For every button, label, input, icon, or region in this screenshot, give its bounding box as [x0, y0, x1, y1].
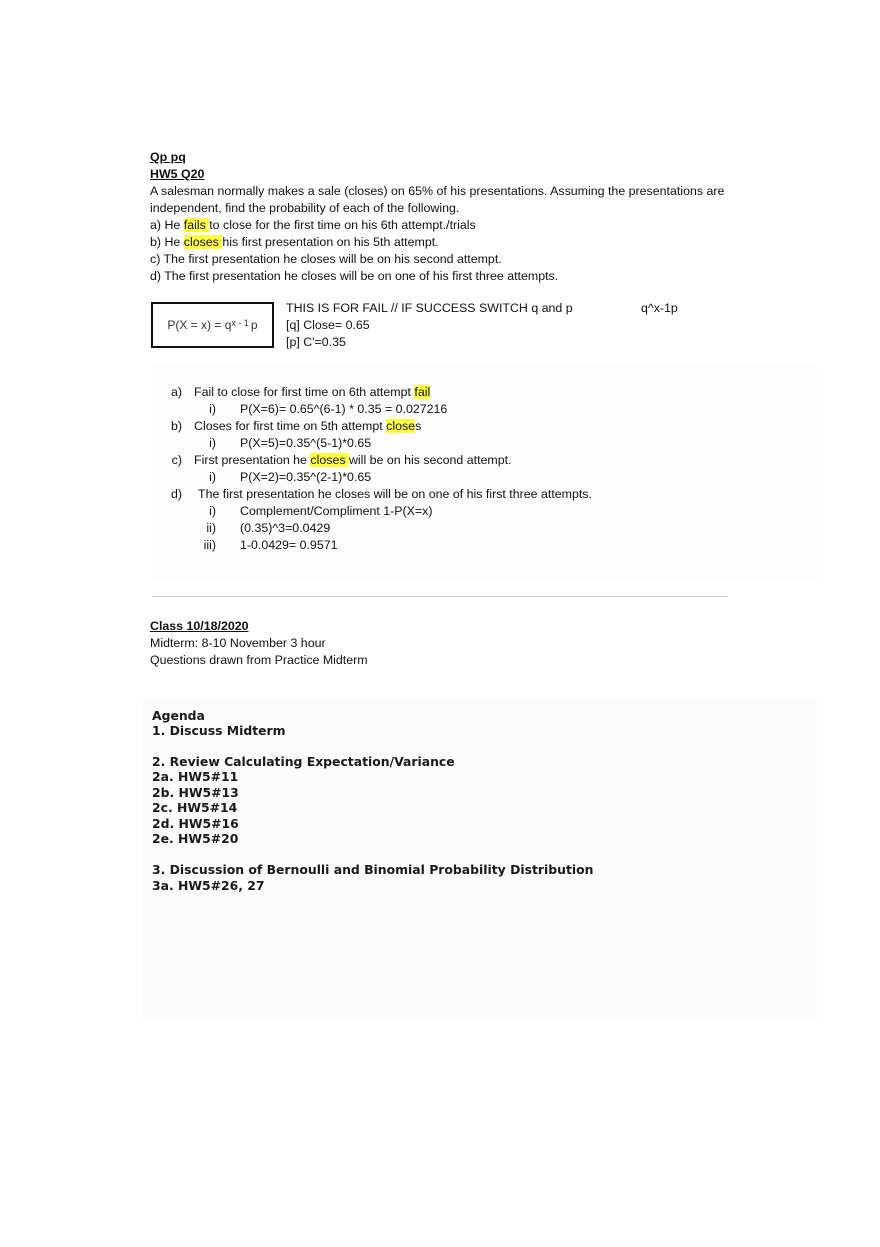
agenda-item-2: 2. Review Calculating Expectation/Variance — [152, 754, 455, 769]
sol-a-i-label: i) — [209, 402, 216, 416]
sol-c-label: c) — [171, 453, 182, 467]
note-expression: q^x-1p — [641, 301, 678, 315]
highlight-closes: closes — [183, 235, 223, 249]
agenda-title: Agenda — [152, 708, 205, 723]
sol-b-i: P(X=5)=0.35^(5-1)*0.65 — [240, 436, 372, 450]
formula-exponent: x - 1 — [231, 318, 249, 328]
agenda-item-2b: 2b. HW5#13 — [152, 785, 239, 800]
highlight-close: close — [386, 419, 416, 433]
formula-image — [151, 302, 274, 348]
sol-c-text: will be on his second attempt. — [348, 453, 512, 467]
note-p-complement: [p] C'=0.35 — [286, 335, 346, 349]
highlight-closes-2: closes — [310, 453, 349, 467]
agenda-item-2d: 2d. HW5#16 — [152, 816, 239, 831]
sol-d-iii-label: iii) — [203, 538, 216, 552]
sol-b-text: Closes for first time on 5th attempt — [194, 419, 387, 433]
sol-d-iii: 1-0.0429= 0.9571 — [240, 538, 338, 552]
sol-b-label: b) — [170, 419, 182, 433]
intro-line-1: A salesman normally makes a sale (closes) on 65% of his presentations. Assuming the presentations are — [150, 184, 725, 198]
agenda-item-2a: 2a. HW5#11 — [152, 769, 239, 784]
highlight-fail: fail — [414, 385, 431, 399]
agenda-image — [142, 698, 820, 1020]
sol-c-prefix: First presentation he — [194, 453, 311, 467]
question-b-text: his first presentation on his 5th attempt. — [222, 235, 439, 249]
question-a — [150, 217, 724, 234]
agenda-item-3: 3. Discussion of Bernoulli and Binomial Probability Distribution — [152, 862, 594, 877]
sol-d-ii: (0.35)^3=0.0429 — [240, 521, 331, 535]
sol-b-suffix: s — [415, 419, 422, 433]
highlight-fails: fails — [183, 218, 210, 232]
class-section — [150, 618, 368, 669]
class-heading: Class 10/18/2020 — [150, 619, 249, 633]
question-a-prefix: a) He — [150, 218, 184, 232]
agenda-item-1: 1. Discuss Midterm — [152, 723, 286, 738]
sol-d-ii-label: ii) — [206, 521, 216, 535]
heading-hw5-q20: HW5 Q20 — [150, 167, 205, 181]
formula-tail: p — [250, 318, 258, 332]
agenda-item-2c: 2c. HW5#14 — [152, 800, 238, 815]
sol-c — [194, 452, 512, 469]
intro-line-2: independent, find the probability of each of the following. — [150, 201, 460, 215]
question-b-prefix: b) He — [150, 235, 184, 249]
solutions-section — [152, 366, 818, 582]
sol-a-text: Fail to close for first time on 6th attempt — [194, 385, 415, 399]
section-divider — [152, 596, 728, 597]
sol-b — [194, 418, 421, 435]
sol-a-label: a) — [170, 385, 182, 399]
sol-b-i-label: i) — [209, 436, 216, 450]
sol-d-label: d) — [170, 487, 182, 501]
sol-a-i: P(X=6)= 0.65^(6-1) * 0.35 = 0.027216 — [240, 402, 448, 416]
question-b — [150, 234, 724, 251]
question-d: d) The first presentation he closes will be on one of his first three attempts. — [150, 269, 559, 283]
sol-a — [194, 384, 430, 401]
agenda-item-2e: 2e. HW5#20 — [152, 831, 239, 846]
heading-qp-pq: Qp pq — [150, 150, 186, 164]
formula-base: P(X = x) = q — [167, 318, 232, 332]
problem-section — [150, 149, 724, 285]
sol-d: The first presentation he closes will be on one of his first three attempts. — [198, 487, 592, 501]
formula-notes — [286, 300, 573, 351]
sol-d-i-label: i) — [209, 504, 216, 518]
note-q-close: [q] Close= 0.65 — [286, 318, 370, 332]
agenda-item-3a: 3a. HW5#26, 27 — [152, 878, 265, 893]
questions-line: Questions drawn from Practice Midterm — [150, 653, 368, 667]
note-fail-switch: THIS IS FOR FAIL // IF SUCCESS SWITCH q and p — [286, 301, 573, 315]
sol-d-i: Complement/Compliment 1-P(X=x) — [240, 504, 433, 518]
question-a-text: to close for the first time on his 6th attempt./trials — [209, 218, 476, 232]
sol-c-i: P(X=2)=0.35^(2-1)*0.65 — [240, 470, 372, 484]
midterm-line: Midterm: 8-10 November 3 hour — [150, 636, 326, 650]
sol-c-i-label: i) — [209, 470, 216, 484]
question-c: c) The first presentation he closes will be on his second attempt. — [150, 252, 502, 266]
